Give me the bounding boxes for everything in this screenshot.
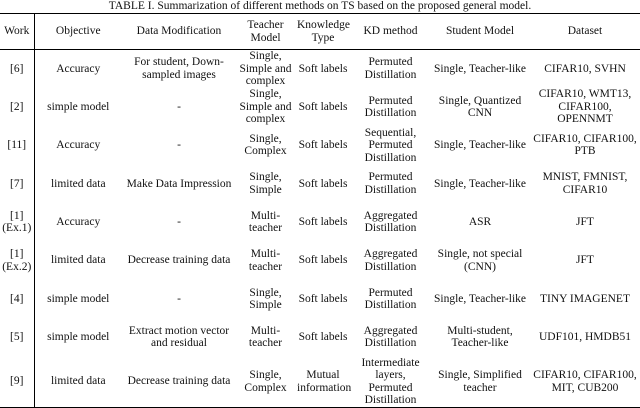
cell-objective: limited data bbox=[50, 254, 106, 267]
cell-work: [2] bbox=[0, 88, 34, 126]
cell-data-modification: - bbox=[177, 292, 181, 305]
cell-objective: limited data bbox=[50, 177, 106, 190]
cell-student-model: Single, Teacher-like bbox=[434, 292, 526, 305]
header-teacher-model: Teacher Model bbox=[236, 14, 295, 50]
table-row bbox=[0, 88, 640, 126]
header-data-modification: Data Modification bbox=[122, 14, 236, 50]
cell-teacher-model: Single, Complex bbox=[244, 132, 287, 158]
cell-teacher-model: Multi-teacher bbox=[248, 248, 283, 273]
table-row bbox=[0, 126, 640, 164]
cell-knowledge-type: Soft labels bbox=[298, 100, 348, 113]
cell-kd-method: Aggregated Distillation bbox=[363, 209, 418, 235]
table-caption: TABLE I. Summarization of different methods on TS based on the proposed general model. bbox=[108, 0, 532, 12]
table-row bbox=[0, 280, 640, 318]
cell-work: [7] bbox=[0, 165, 34, 203]
cell-kd-method: Permuted Distillation bbox=[364, 286, 417, 312]
cell-knowledge-type: Soft labels bbox=[298, 139, 348, 152]
cell-student-model: Single, Simplified teacher bbox=[430, 357, 530, 408]
cell-knowledge-type: Soft labels bbox=[298, 254, 348, 267]
cell-work: [1] (Ex.1) bbox=[0, 203, 34, 241]
cell-dataset: JFT bbox=[576, 254, 594, 267]
cell-student-model: Single, Teacher-like bbox=[434, 139, 526, 152]
cell-work: [6] bbox=[0, 50, 34, 88]
cell-teacher-model: Single, Complex bbox=[236, 357, 295, 408]
cell-knowledge-type: Mutual information bbox=[295, 357, 351, 408]
cell-data-modification: For student, Down-sampled images bbox=[134, 56, 224, 81]
cell-objective: simple model bbox=[47, 292, 110, 305]
cell-data-modification: - bbox=[177, 139, 181, 152]
cell-objective: simple model bbox=[47, 100, 110, 113]
cell-objective: limited data bbox=[34, 357, 122, 408]
cell-work: [1] (Ex.2) bbox=[0, 241, 34, 279]
cell-kd-method: Intermediate layers, Permuted Distillation bbox=[351, 357, 430, 408]
cell-objective: Accuracy bbox=[56, 216, 101, 228]
header-dataset: Dataset bbox=[530, 14, 640, 50]
cell-dataset: JFT bbox=[576, 216, 594, 228]
table-row bbox=[0, 165, 640, 203]
header-knowledge-type: Knowledge Type bbox=[295, 14, 351, 50]
methods-summary-table bbox=[0, 13, 640, 408]
cell-work: [4] bbox=[0, 280, 34, 318]
cell-student-model: Single, Teacher-like bbox=[434, 62, 526, 75]
header-kd-method: KD method bbox=[351, 14, 430, 50]
cell-knowledge-type: Soft labels bbox=[298, 331, 348, 344]
cell-teacher-model: Single, Simple and complex bbox=[239, 88, 292, 126]
table-row bbox=[0, 357, 640, 408]
table-row bbox=[0, 241, 640, 279]
cell-dataset: CIFAR10, WMT13, CIFAR100, OPENNMT bbox=[538, 88, 632, 126]
cell-kd-method: Aggregated Distillation bbox=[363, 248, 418, 273]
cell-data-modification: Decrease training data bbox=[122, 357, 236, 408]
cell-knowledge-type: Soft labels bbox=[298, 62, 348, 75]
cell-knowledge-type: Soft labels bbox=[298, 177, 348, 190]
cell-dataset: CIFAR10, CIFAR100, MIT, CUB200 bbox=[530, 357, 640, 408]
table-row bbox=[0, 50, 640, 88]
cell-kd-method: Permuted Distillation bbox=[364, 56, 417, 81]
header-objective: Objective bbox=[34, 14, 122, 50]
cell-work: [9] bbox=[0, 357, 34, 408]
cell-student-model: Single, not special (CNN) bbox=[437, 248, 523, 273]
cell-work: [5] bbox=[0, 318, 34, 356]
cell-teacher-model: Single, Simple bbox=[249, 171, 282, 196]
cell-student-model: Single, Teacher-like bbox=[434, 177, 526, 190]
cell-objective: simple model bbox=[47, 331, 110, 344]
cell-teacher-model: Single, Simple bbox=[249, 286, 282, 312]
header-row bbox=[0, 14, 640, 50]
table-row bbox=[0, 203, 640, 241]
cell-kd-method: Permuted Distillation bbox=[364, 171, 417, 196]
table-row bbox=[0, 318, 640, 356]
header-work: Work bbox=[0, 14, 34, 50]
cell-knowledge-type: Soft labels bbox=[298, 292, 348, 305]
cell-student-model: Multi-student, Teacher-like bbox=[447, 324, 513, 350]
cell-student-model: ASR bbox=[468, 216, 492, 228]
cell-data-modification: Extract motion vector and residual bbox=[128, 324, 230, 350]
cell-dataset: TINY IMAGENET bbox=[540, 292, 630, 305]
header-student-model: Student Model bbox=[430, 14, 530, 50]
cell-teacher-model: Single, Simple and complex bbox=[239, 50, 292, 88]
cell-teacher-model: Multi-teacher bbox=[248, 324, 283, 350]
cell-dataset: UDF101, HMDB51 bbox=[538, 331, 631, 344]
cell-data-modification: - bbox=[177, 100, 181, 113]
cell-student-model: Single, Quantized CNN bbox=[438, 94, 522, 120]
cell-data-modification: - bbox=[177, 216, 181, 228]
cell-kd-method: Permuted Distillation bbox=[364, 94, 417, 120]
cell-teacher-model: Multi-teacher bbox=[248, 209, 283, 235]
cell-dataset: CIFAR10, CIFAR100, PTB bbox=[533, 132, 637, 158]
cell-objective: Accuracy bbox=[56, 62, 101, 75]
cell-data-modification: Decrease training data bbox=[127, 254, 231, 267]
cell-objective: Accuracy bbox=[56, 139, 101, 152]
cell-data-modification: Make Data Impression bbox=[126, 177, 232, 190]
cell-dataset: CIFAR10, SVHN bbox=[544, 62, 626, 75]
cell-knowledge-type: Soft labels bbox=[298, 216, 348, 228]
cell-dataset: MNIST, FMNIST, CIFAR10 bbox=[542, 171, 628, 196]
cell-kd-method: Aggregated Distillation bbox=[363, 324, 418, 350]
cell-work: [11] bbox=[0, 126, 34, 164]
cell-kd-method: Sequential, Permuted Distillation bbox=[364, 126, 417, 164]
